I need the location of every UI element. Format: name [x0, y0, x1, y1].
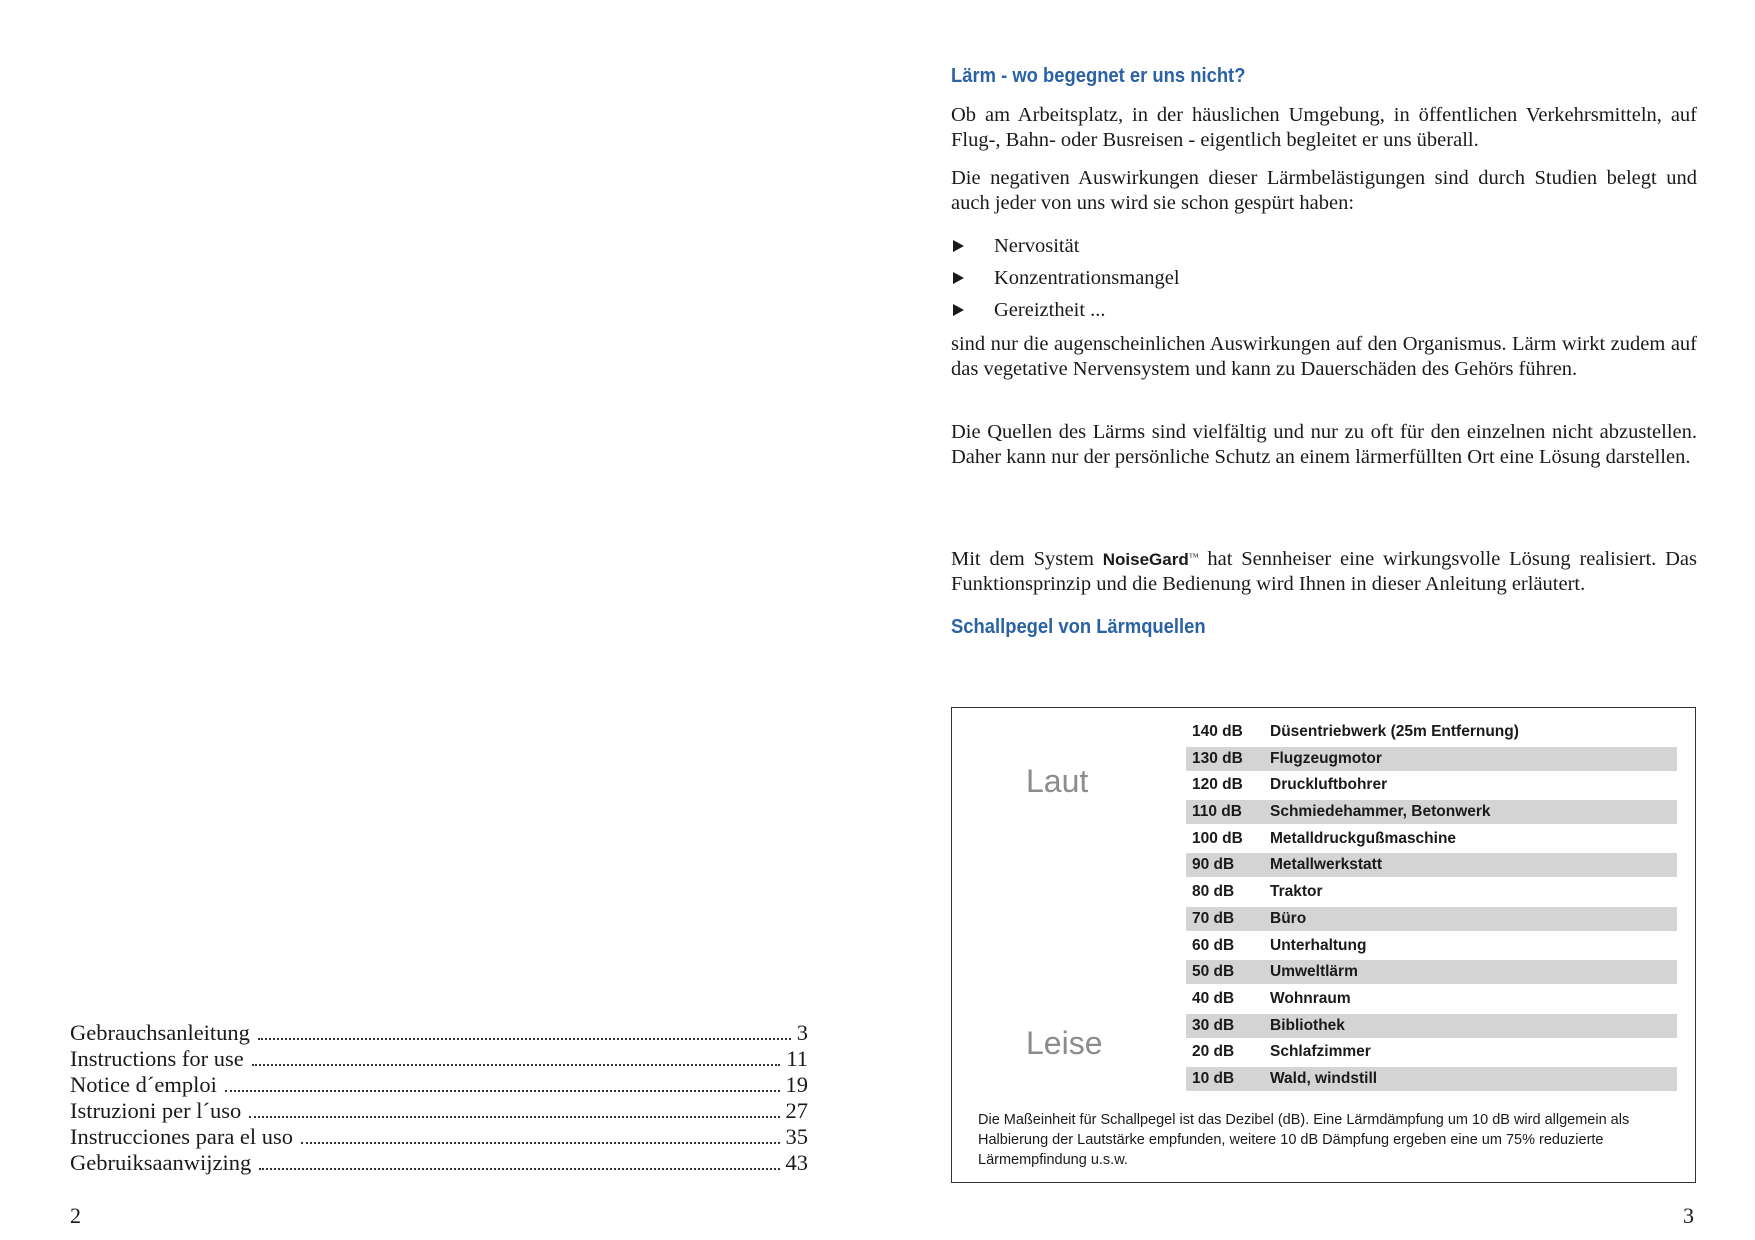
level-source: Schmiedehammer, Betonwerk: [1270, 803, 1491, 821]
toc-page-number: 3: [796, 1020, 808, 1045]
toc-row[interactable]: [70, 1046, 808, 1072]
toc-row[interactable]: [70, 1072, 808, 1098]
effects-list: [951, 230, 1697, 326]
toc-row[interactable]: [70, 1098, 808, 1124]
level-source: Düsentriebwerk (25m Entfernung): [1270, 723, 1519, 740]
table-row: [1186, 747, 1677, 771]
level-db: 70 dB: [1192, 909, 1235, 927]
triangle-bullet-icon: [953, 304, 964, 316]
triangle-bullet-icon: [953, 240, 964, 252]
toc-label: Istruzioni per l´uso: [70, 1098, 242, 1123]
brand-name: NoiseGard: [1102, 550, 1189, 569]
section-heading-schallpegel: Schallpegel von Lärmquellen: [951, 616, 1206, 638]
level-source: Traktor: [1270, 883, 1323, 901]
toc-label: Instructions for use: [70, 1046, 244, 1071]
toc-leader-dots: [225, 1090, 780, 1092]
table-row: [1186, 853, 1677, 877]
table-of-contents: [70, 1020, 808, 1176]
label-loud: Laut: [1026, 763, 1089, 799]
level-db: 10 dB: [1192, 1069, 1235, 1087]
level-source: Unterhaltung: [1270, 936, 1367, 954]
toc-leader-dots: [259, 1168, 779, 1170]
label-quiet: Leise: [1026, 1025, 1103, 1061]
level-source: Druckluftbohrer: [1270, 776, 1388, 794]
para-text-after: hat Sennheiser eine wirkungsvolle Lösung realisiert. Das Funktionsprinzip und die Bedienung wird Ihnen in dieser Anleitung erläutert.: [951, 548, 1697, 595]
table-row: [1186, 987, 1677, 1011]
toc-page-number: 43: [785, 1150, 808, 1175]
toc-leader-dots: [258, 1038, 791, 1040]
list-item-text: Gereiztheit ...: [994, 298, 1106, 321]
table-row: [1186, 907, 1677, 931]
list-item: [951, 230, 1697, 262]
table-row: [1186, 827, 1677, 851]
level-db: 110 dB: [1192, 803, 1242, 821]
trademark-symbol: ™: [1188, 552, 1199, 563]
level-source: Wohnraum: [1270, 989, 1351, 1007]
paragraph-sources: Die Quellen des Lärms sind vielfältig und nur zu oft für den einzelnen nicht abzustellen. Daher kann nur der persönliche Schutz an einem lärmerfüllten Ort eine Lösung darstellen.: [951, 421, 1697, 468]
level-source: Wald, windstill: [1270, 1069, 1378, 1087]
page-number-left: 2: [70, 1203, 81, 1228]
level-db: 40 dB: [1192, 989, 1235, 1007]
section-heading-laerm: Lärm - wo begegnet er uns nicht?: [951, 65, 1246, 87]
paragraph-organism: sind nur die augenscheinlichen Auswirkungen auf den Organismus. Lärm wirkt zudem auf das vegetative Nervensystem und kann zu Dauerschäden des Gehörs führen.: [951, 333, 1697, 380]
decibel-note: Die Maßeinheit für Schallpegel ist das Dezibel (dB). Eine Lärmdämpfung um 10 dB wird allgemein als Halbierung der Lautstärke empfunden, weitere 10 dB Dämpfung ergeben eine um 75% reduzierte Lärmempfindung u.s.w.: [978, 1112, 1630, 1168]
toc-leader-dots: [252, 1064, 781, 1066]
level-source: Umweltlärm: [1270, 963, 1358, 981]
toc-row[interactable]: [70, 1020, 808, 1046]
paragraph-noisegard: [951, 547, 1697, 597]
level-db: 90 dB: [1192, 856, 1235, 874]
table-row: [1186, 1067, 1677, 1091]
sound-level-table: [1186, 720, 1677, 1094]
level-source: Metalldruckgußmaschine: [1270, 829, 1457, 847]
toc-page-number: 27: [785, 1098, 808, 1123]
list-item-text: Konzentrationsmangel: [994, 266, 1180, 289]
para-text-before: Mit dem System: [951, 548, 1103, 570]
level-db: 100 dB: [1192, 829, 1243, 847]
toc-leader-dots: [301, 1142, 779, 1144]
toc-page-number: 11: [786, 1046, 808, 1071]
toc-label: Instrucciones para el uso: [70, 1124, 294, 1149]
level-db: 130 dB: [1192, 749, 1243, 767]
level-source: Büro: [1270, 909, 1307, 927]
toc-leader-dots: [249, 1116, 779, 1118]
table-row: [1186, 1040, 1677, 1064]
toc-row[interactable]: [70, 1150, 808, 1176]
table-row: [1186, 800, 1677, 824]
list-item: [951, 262, 1697, 294]
toc-label: Gebruiksaanwijzing: [70, 1150, 252, 1175]
triangle-bullet-icon: [953, 272, 964, 284]
toc-page-number: 19: [785, 1072, 808, 1097]
level-source: Flugzeugmotor: [1270, 749, 1382, 767]
level-source: Metallwerkstatt: [1270, 856, 1382, 874]
sound-level-box: [951, 707, 1696, 1183]
table-row: [1186, 1014, 1677, 1038]
toc-page-number: 35: [785, 1124, 808, 1149]
paragraph-intro: Ob am Arbeitsplatz, in der häuslichen Umgebung, in öffentlichen Verkehrsmitteln, auf Flug-, Bahn- oder Busreisen - eigentlich begleitet er uns überall.: [951, 104, 1697, 151]
toc-label: Notice d´emploi: [70, 1072, 217, 1097]
table-row: [1186, 880, 1677, 904]
paragraph-effects: Die negativen Auswirkungen dieser Lärmbelästigungen sind durch Studien belegt und auch jeder von uns wird sie schon gespürt haben:: [951, 167, 1697, 214]
level-db: 120 dB: [1192, 776, 1243, 794]
level-source: Schlafzimmer: [1270, 1043, 1371, 1061]
level-db: 60 dB: [1192, 936, 1235, 954]
level-db: 30 dB: [1192, 1016, 1235, 1034]
table-row: [1186, 960, 1677, 984]
level-db: 140 dB: [1192, 723, 1243, 740]
table-row: [1186, 773, 1677, 797]
table-row: [1186, 720, 1677, 744]
page-number-right: 3: [1683, 1203, 1694, 1228]
level-source: Bibliothek: [1270, 1016, 1345, 1034]
list-item: [951, 294, 1697, 326]
level-db: 80 dB: [1192, 883, 1235, 901]
toc-row[interactable]: [70, 1124, 808, 1150]
level-db: 50 dB: [1192, 963, 1235, 981]
table-row: [1186, 934, 1677, 958]
list-item-text: Nervosität: [994, 234, 1080, 257]
level-db: 20 dB: [1192, 1043, 1235, 1061]
toc-label: Gebrauchsanleitung: [70, 1020, 250, 1045]
